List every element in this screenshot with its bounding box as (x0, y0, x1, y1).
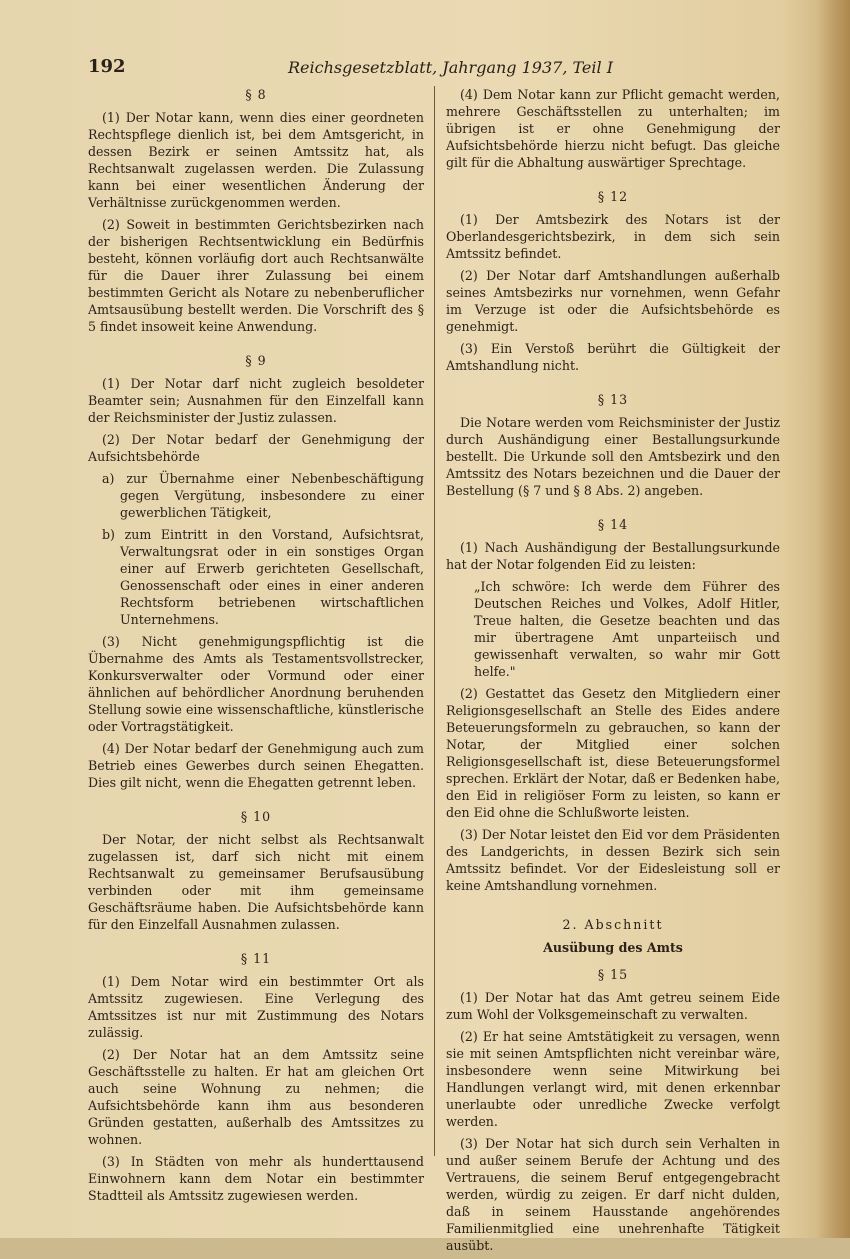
paragraph: (3) In Städten von mehr als hunderttausend Einwohnern kann dem Notar ein bestimmter Stadtteil als Amtssitz zugewiesen werden. (88, 1154, 424, 1203)
right-column (446, 86, 780, 1259)
column-divider (434, 86, 435, 1156)
paragraph: (2) Der Notar bedarf der Genehmigung der Aufsichtsbehörde (88, 432, 424, 464)
paragraph: Der Notar, der nicht selbst als Rechtsanwalt zugelassen ist, darf sich nicht mit einem Rechtsanwalt zu gemeinsamer Berufsausübung verbinden oder mit ihm gemeinsame Geschäftsräume haben. Die Aufsichtsbehörde kann für den Einzelfall Ausnahmen zulassen. (88, 832, 424, 932)
paragraph: (2) Er hat seine Amtstätigkeit zu versagen, wenn sie mit seinen Amtspflichten nicht vereinbar wäre, insbesondere wenn seine Mitwirkung bei Handlungen verlangt wird, mit denen erkennbar unerlaubte oder unredliche Zwecke verfolgt werden. (446, 1029, 780, 1129)
paragraph: (2) Gestattet das Gesetz den Mitgliedern einer Religionsgesellschaft an Stelle des Eides andere Beteuerungsformeln zu gebrauchen, so kann der Notar, der Mitglied einer solchen Religionsgesellschaft ist, diese Beteuerungsformel sprechen. Erklärt der Notar, daß er Bedenken habe, den Eid in religiöser Form zu leisten, so kann er den Eid ohne die Schlußworte leisten. (446, 686, 780, 820)
paragraph: (1) Der Amtsbezirk des Notars ist der Oberlandesgerichtsbezirk, in dem sich sein Amtssitz befindet. (446, 212, 780, 261)
list-item-b: b) zum Eintritt in den Vorstand, Aufsichtsrat, Verwaltungsrat oder in ein sonstiges Organ einer auf Erwerb gerichteten Gesellschaft, Genossenschaft oder eines in einer anderen Rechtsform betriebenen wirtschaftlichen Unternehmens. (102, 527, 424, 627)
paragraph: (2) Der Notar hat an dem Amtssitz seine Geschäftsstelle zu halten. Er hat am gleichen Ort auch seine Wohnung zu nehmen; die Aufsichtsbehörde kann ihm aus besonderen Gründen gestatten, außerhalb des Amtssitzes zu wohnen. (88, 1047, 424, 1147)
paragraph: Die Notare werden vom Reichsminister der Justiz durch Aushändigung einer Bestallungsurkunde bestellt. Die Urkunde soll den Amtsbezirk und den Amtssitz des Notars bezeichnen und die Dauer der Bestellung (§ 7 und § 8 Abs. 2) angeben. (446, 415, 780, 498)
paragraph: (1) Der Notar hat das Amt getreu seinem Eide zum Wohl der Volksgemeinschaft zu verwalten. (446, 990, 780, 1022)
page-number: 192 (88, 56, 126, 77)
paragraph: (1) Dem Notar wird ein bestimmter Ort als Amtssitz zugewiesen. Eine Verlegung des Amtssitzes ist nur mit Zustimmung des Notars zulässig. (88, 974, 424, 1040)
oath-quote: „Ich schwöre: Ich werde dem Führer des Deutschen Reiches und Volkes, Adolf Hitler, Treue halten, die Gesetze beachten und das mir übertragene Amt unparteiisch und gewissenhaft verwalten, so wahr mir Gott helfe." (474, 579, 780, 679)
paragraph: (2) Der Notar darf Amtshandlungen außerhalb seines Amtsbezirks nur vornehmen, wenn Gefahr im Verzuge ist oder die Aufsichtsbehörde es genehmigt. (446, 268, 780, 334)
paragraph: (2) Soweit in bestimmten Gerichtsbezirken nach der bisherigen Rechtsentwicklung ein Bedürfnis besteht, können vorläufig dort auch Rechtsanwälte für die Dauer ihrer Zulassung bei einem bestimmten Gericht als Notare zu nebenberuflicher Amtsausübung bestellt werden. Die Vorschrift des § 5 findet insoweit keine Anwendung. (88, 217, 424, 334)
page-header (88, 56, 788, 80)
paragraph: (3) Der Notar leistet den Eid vor dem Präsidenten des Landgerichts, in dessen Bezirk sich sein Amtssitz befindet. Vor der Eidesleistung soll er keine Amtshandlung vornehmen. (446, 827, 780, 893)
left-column (88, 86, 424, 1209)
section-heading-13: § 13 (597, 392, 629, 407)
paragraph: (3) Nicht genehmigungspflichtig ist die Übernahme des Amts als Testamentsvollstrecker, Konkursverwalter oder Vormund oder einer ähnlichen auf behördlicher Anordnung beruhenden Stellung sowie eine wissenschaftliche, künstlerische oder Vortragstätigkeit. (88, 634, 424, 734)
section-heading-12: § 12 (597, 189, 629, 204)
page-edge-shadow (816, 0, 850, 1238)
chapter-number: 2. Abschnitt (562, 917, 664, 932)
paragraph: (1) Nach Aushändigung der Bestallungsurkunde hat der Notar folgenden Eid zu leisten: (446, 540, 780, 572)
running-title: Reichsgesetzblatt, Jahrgang 1937, Teil I (288, 58, 614, 77)
section-heading-11: § 11 (240, 951, 272, 966)
paragraph: (1) Der Notar darf nicht zugleich besoldeter Beamter sein; Ausnahmen für den Einzelfall kann der Reichsminister der Justiz zulassen. (88, 376, 424, 425)
paragraph: (4) Dem Notar kann zur Pflicht gemacht werden, mehrere Geschäftsstellen zu unterhalten; im übrigen ist er ohne Genehmigung der Aufsichtsbehörde hierzu nicht befugt. Das gleiche gilt für die Abhaltung auswärtiger Sprechtage. (446, 87, 780, 170)
section-heading-14: § 14 (597, 517, 629, 532)
paragraph: (1) Der Notar kann, wenn dies einer geordneten Rechtspflege dienlich ist, bei dem Amtsgericht, in dessen Bezirk er seinen Amtssitz hat, als Rechtsanwalt zugelassen werden. Die Zulassung kann bei einer wesentlichen Änderung der Verhältnisse zurückgenommen werden. (88, 110, 424, 210)
paragraph: (4) Der Notar bedarf der Genehmigung auch zum Betrieb eines Gewerbes durch seinen Ehegatten. Dies gilt nicht, wenn die Ehegatten getrennt leben. (88, 741, 424, 790)
section-heading-10: § 10 (240, 809, 272, 824)
paragraph: (3) Ein Verstoß berührt die Gültigkeit der Amtshandlung nicht. (446, 341, 780, 373)
section-heading-8: § 8 (245, 87, 267, 102)
list-item-a: a) zur Übernahme einer Nebenbeschäftigung gegen Vergütung, insbesondere zu einer gewerblichen Tätigkeit, (102, 471, 424, 520)
paragraph: (3) Der Notar hat sich durch sein Verhalten in und außer seinem Berufe der Achtung und des Vertrauens, die seinem Beruf entgegengebracht werden, würdig zu zeigen. Er darf nicht dulden, daß in seinem Hausstande angehörendes Familienmitglied eine unehrenhafte Tätigkeit ausübt. (446, 1136, 780, 1253)
section-heading-9: § 9 (245, 353, 267, 368)
chapter-title: Ausübung des Amts (543, 940, 683, 955)
section-heading-15: § 15 (597, 967, 629, 982)
